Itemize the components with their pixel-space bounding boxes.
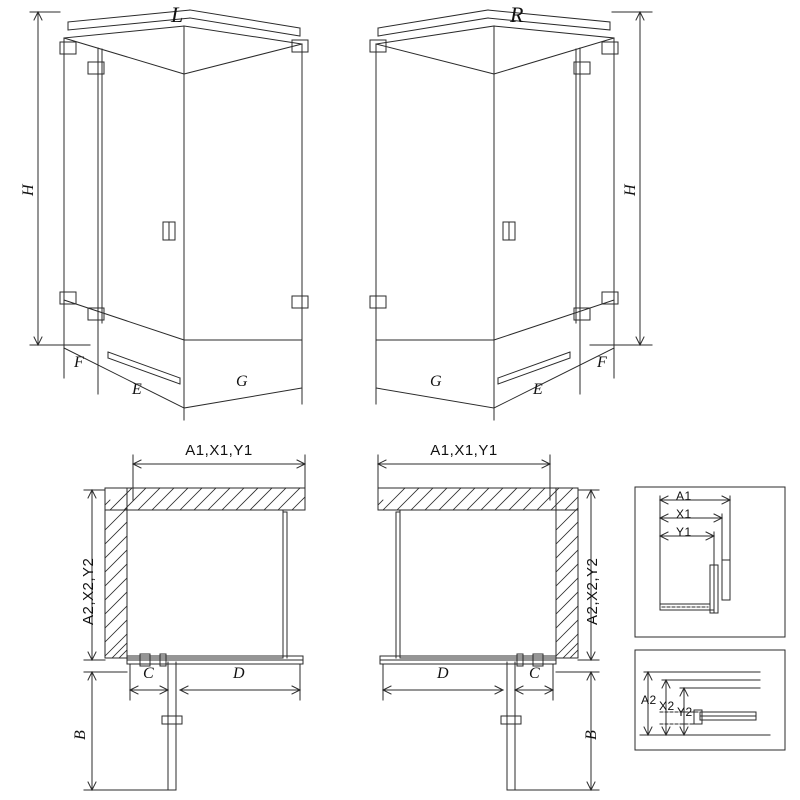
view-left-3d xyxy=(30,10,308,420)
label-detail-x2: X2 xyxy=(659,699,675,713)
label-d-left: D xyxy=(233,665,246,682)
label-h-right: H xyxy=(622,183,639,196)
label-detail-y1: Y1 xyxy=(676,525,692,539)
label-e-left: E xyxy=(132,381,143,398)
label-left-version: L xyxy=(171,2,184,27)
label-f-left: F xyxy=(74,354,85,371)
label-b-left: B xyxy=(72,729,89,740)
detail-a2x2y2 xyxy=(635,650,785,750)
label-e-right: E xyxy=(533,381,544,398)
label-g-left: G xyxy=(236,373,249,390)
label-detail-x1: X1 xyxy=(676,507,692,521)
label-right-version: R xyxy=(510,2,524,27)
label-a1x1y1-left: A1,X1,Y1 xyxy=(185,442,253,459)
label-a2x2y2-right: A2,X2,Y2 xyxy=(584,557,601,625)
plan-left xyxy=(84,455,305,790)
label-a2x2y2-left: A2,X2,Y2 xyxy=(80,557,97,625)
label-h-left: H xyxy=(20,183,37,196)
detail-a1x1y1 xyxy=(635,487,785,637)
plan-right xyxy=(378,455,599,790)
label-detail-a2: A2 xyxy=(641,693,657,707)
label-f-right: F xyxy=(597,354,608,371)
label-a1x1y1-right: A1,X1,Y1 xyxy=(430,442,498,459)
label-g-right: G xyxy=(430,373,443,390)
label-detail-a1: A1 xyxy=(676,489,692,503)
label-b-right: B xyxy=(583,729,600,740)
label-detail-y2: Y2 xyxy=(677,705,693,719)
label-c-right: C xyxy=(529,665,541,682)
label-c-left: C xyxy=(143,665,155,682)
view-right-3d xyxy=(370,10,652,420)
label-d-right: D xyxy=(437,665,450,682)
